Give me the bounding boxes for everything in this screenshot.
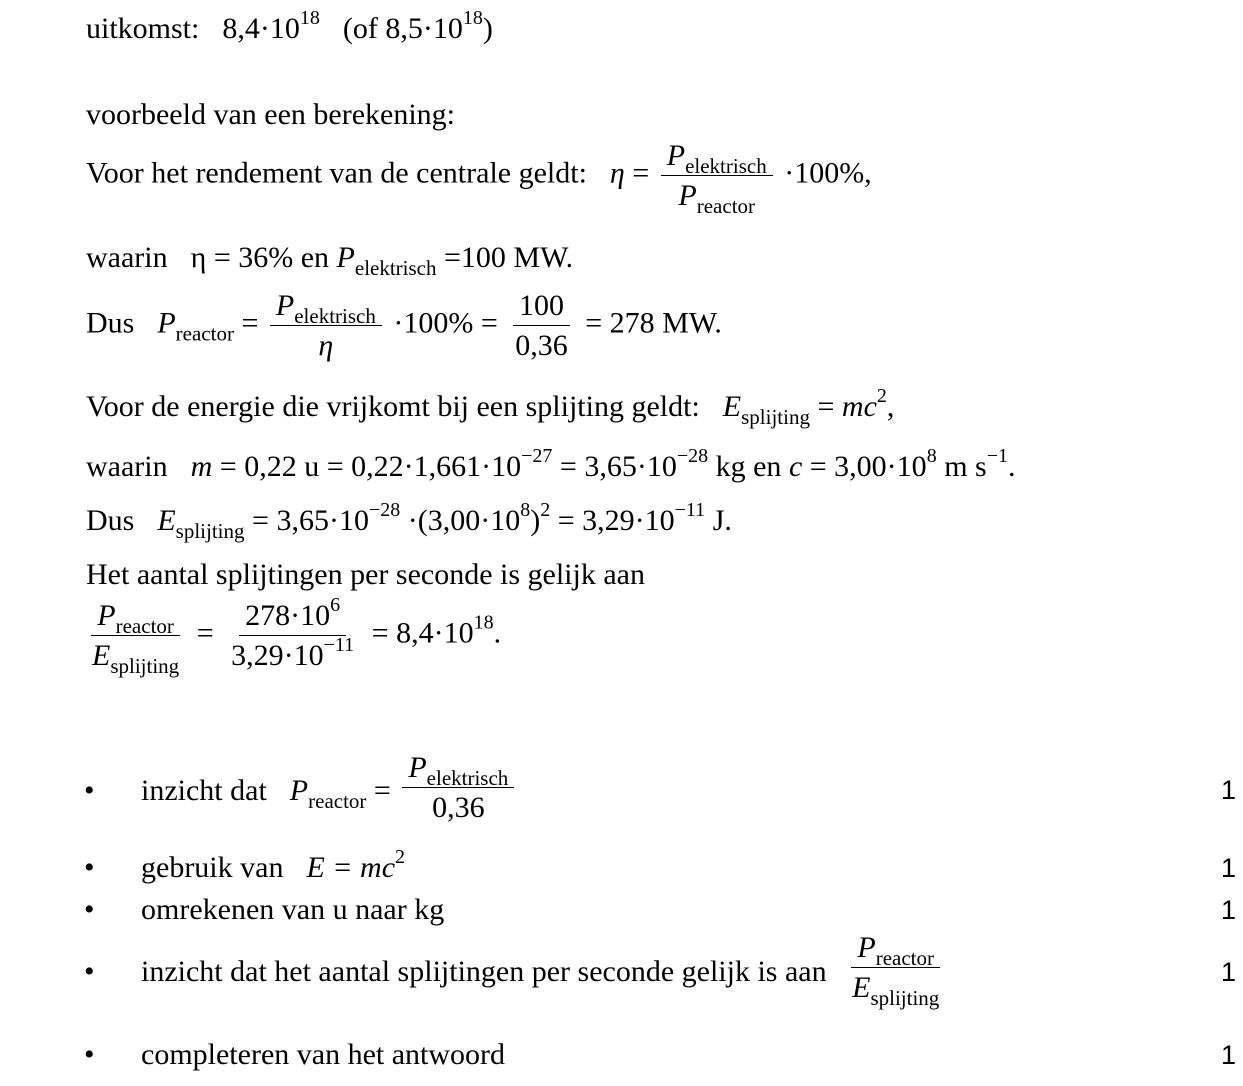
where-line-2: waarin m = 0,22 $u = 0,22\cdot 1,661\cdot 10^{-27} = 3,65\cdot 10^{-28}$ kg en $c = 3,00\cdot 10^8$ m $s^{-1}$. [86, 445, 1016, 483]
rubric-item: inzicht dat $P_{reactor}$ = $\frac{P_{elektrisch}}{0,36}$ [141, 752, 518, 823]
score: 1 [1221, 853, 1237, 883]
rubric-item: inzicht dat het aantal splijtingen per seconde gelijk is aan $\frac{P_{reactor}}{E_{splijting}}$ [141, 932, 949, 1003]
count-fraction-1: $\frac{P_{reactor}}{E_{splijting}}$ [92, 599, 180, 678]
rubric-item: omrekenen van u naar kg [141, 893, 445, 926]
score: 1 [1221, 895, 1237, 925]
score: 1 [1221, 957, 1237, 987]
result-label: uitkomst: [86, 12, 200, 45]
result-value: $8,4\cdot 10^{18}$ [222, 7, 320, 45]
where-line-1: waarin η = 36% en $P_{elektrisch} =100$ MW. [86, 241, 574, 280]
rubric-item: gebruik van $E = mc^2$ [141, 846, 406, 884]
fission-energy-line: Dus $E_{splijting} = 3,65\cdot 10^{-28} \cdot(3,00\cdot 10^8)^2 = 3,29\cdot 10^{-11}$ J. [86, 499, 732, 543]
bullet-icon: • [84, 774, 95, 807]
count-line: Het aantal splijtingen per seconde is gelijk aan [86, 558, 645, 591]
rubric-item: completeren van het antwoord [141, 1038, 506, 1071]
result-line [86, 7, 493, 45]
reactor-power-fraction-2: $\frac{100}{0,36}$ [509, 290, 574, 361]
bullet-icon: • [84, 851, 95, 884]
score: 1 [1221, 1040, 1237, 1070]
efficiency-line: Voor het rendement van de centrale geldt: η = $\frac{P_{elektrisch}}{P_{reactor}}$ ·100%, [86, 139, 872, 218]
energy-line: Voor de energie die vrijkomt bij een splijting geldt: $E_{splijting} = mc^2$, [86, 385, 895, 429]
result-alternative: (of $8,5\cdot 10^{18}$) [342, 7, 493, 45]
bullet-icon: • [84, 1038, 95, 1071]
count-fraction-2: $\frac{278\cdot 10^6}{3,29\cdot 10^{-11}}$ [231, 594, 355, 672]
bullet-icon: • [84, 955, 95, 988]
rubric-fraction-4: $\frac{P_{reactor}}{E_{splijting}}$ [852, 931, 940, 1010]
efficiency-fraction: $\frac{P_{elektrisch}}{P_{reactor}}$ [661, 140, 773, 211]
count-expression: $\frac{P_{reactor}}{E_{splijting}}$ = $\frac{278\cdot 10^6}{3,29\cdot 10^{-11}}$ = $8,4\cdot 10^{18}$. [82, 600, 501, 671]
score: 1 [1221, 775, 1237, 805]
reactor-power-fraction-1: $\frac{P_{elektrisch}}{\eta}$ [270, 290, 382, 361]
example-heading: voorbeeld van een berekening: [86, 98, 456, 131]
rubric-fraction-1: $\frac{P_{elektrisch}}{0,36}$ [402, 752, 514, 823]
reactor-power-line: Dus $P_{reactor}$ = $\frac{P_{elektrisch}}{\eta}$ ·100% = $\frac{100}{0,36}$ = 278 MW. [86, 289, 722, 362]
bullet-icon: • [84, 893, 95, 926]
